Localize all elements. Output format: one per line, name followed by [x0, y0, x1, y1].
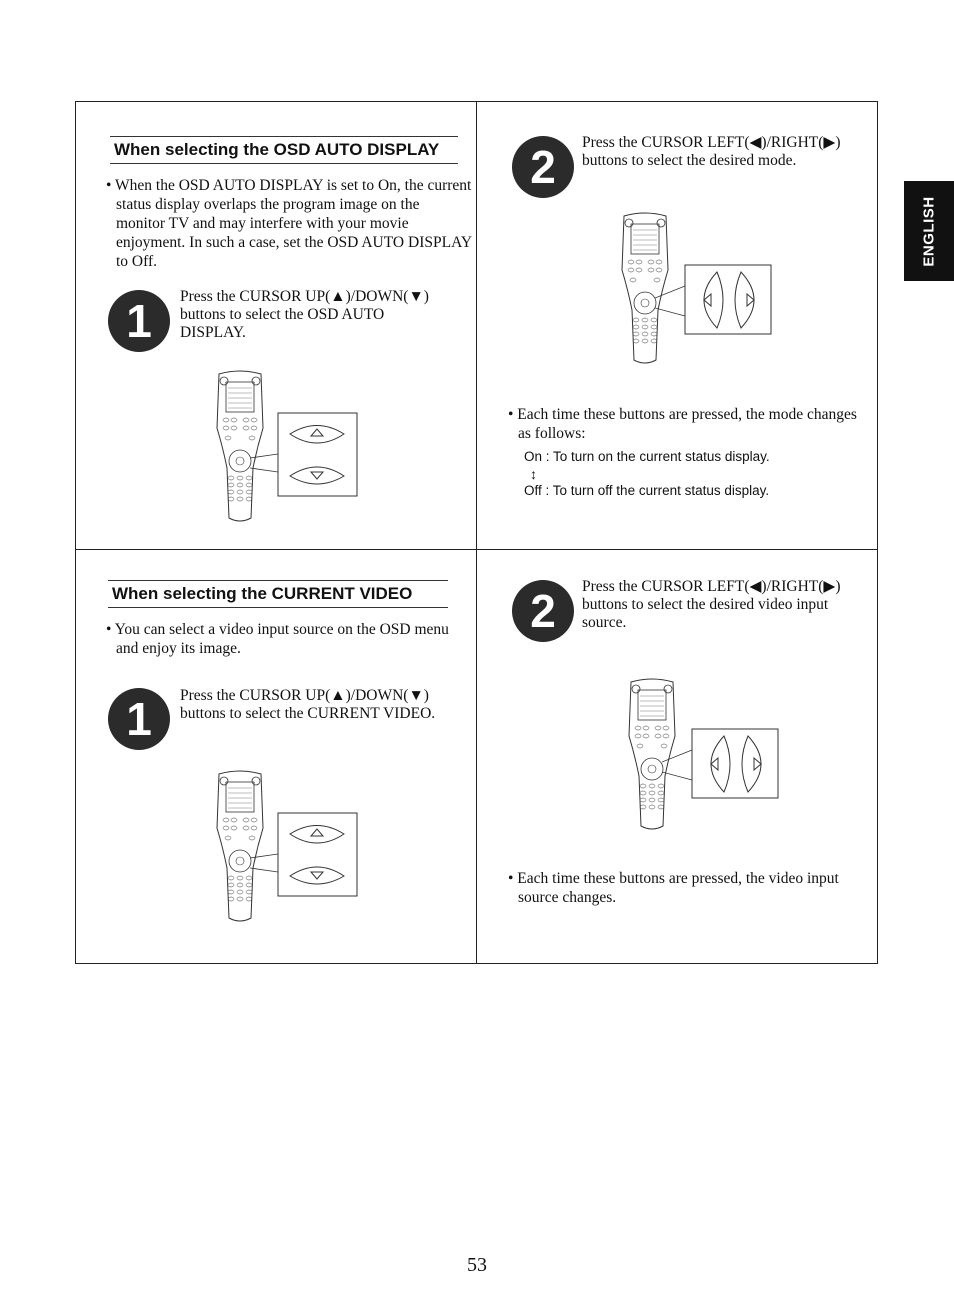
step-2-badge [512, 136, 574, 198]
osd-mode-bullet: • Each time these buttons are pressed, the mode changes as follows: [508, 406, 857, 442]
language-tab [904, 181, 954, 281]
mode-on-text: On : To turn on the current status display. [524, 449, 770, 464]
osd-step2-text: Press the CURSOR LEFT(◀)/RIGHT(▶) buttons to select the desired mode. [582, 134, 841, 169]
cursor-left-right-callout [655, 264, 773, 336]
language-tab-label: ENGLISH [920, 195, 938, 267]
video-step1-text: Press the CURSOR UP(▲)/DOWN(▼) buttons to select the CURRENT VIDEO. [180, 687, 436, 722]
mode-off-text: Off : To turn off the current status display. [524, 483, 770, 498]
osd-step1-text: Press the CURSOR UP(▲)/DOWN(▼) buttons to select the OSD AUTO DISPLAY. [180, 288, 429, 341]
svg-text:2: 2 [530, 585, 556, 637]
svg-text:1: 1 [126, 295, 152, 347]
step-1-badge [108, 290, 170, 352]
cursor-up-down-callout [250, 412, 358, 497]
step-1-badge [108, 688, 170, 750]
video-heading: When selecting the CURRENT VIDEO [108, 580, 448, 608]
row-divider [75, 549, 878, 550]
cursor-up-down-callout [250, 812, 358, 897]
osd-intro-bullet: • When the OSD AUTO DISPLAY is set to On, the current status display overlaps the program image on the monitor TV and may interfere with your movie enjoyment. In such a case, set the OSD AUTO DISPLAY to Off. [106, 177, 472, 270]
cursor-left-right-callout [662, 728, 780, 800]
step-2-badge [512, 580, 574, 642]
video-change-bullet: • Each time these buttons are pressed, the video input source changes. [508, 870, 839, 906]
svg-text:1: 1 [126, 693, 152, 745]
column-divider [476, 101, 477, 964]
video-step2-text: Press the CURSOR LEFT(◀)/RIGHT(▶) buttons to select the desired video input source. [582, 578, 841, 631]
page-number: 53 [467, 1254, 487, 1276]
osd-heading: When selecting the OSD AUTO DISPLAY [110, 136, 458, 164]
mode-toggle-arrow-icon: ↕ [530, 466, 537, 482]
video-intro-bullet: • You can select a video input source on the OSD menu and enjoy its image. [106, 621, 449, 657]
svg-text:2: 2 [530, 141, 556, 193]
